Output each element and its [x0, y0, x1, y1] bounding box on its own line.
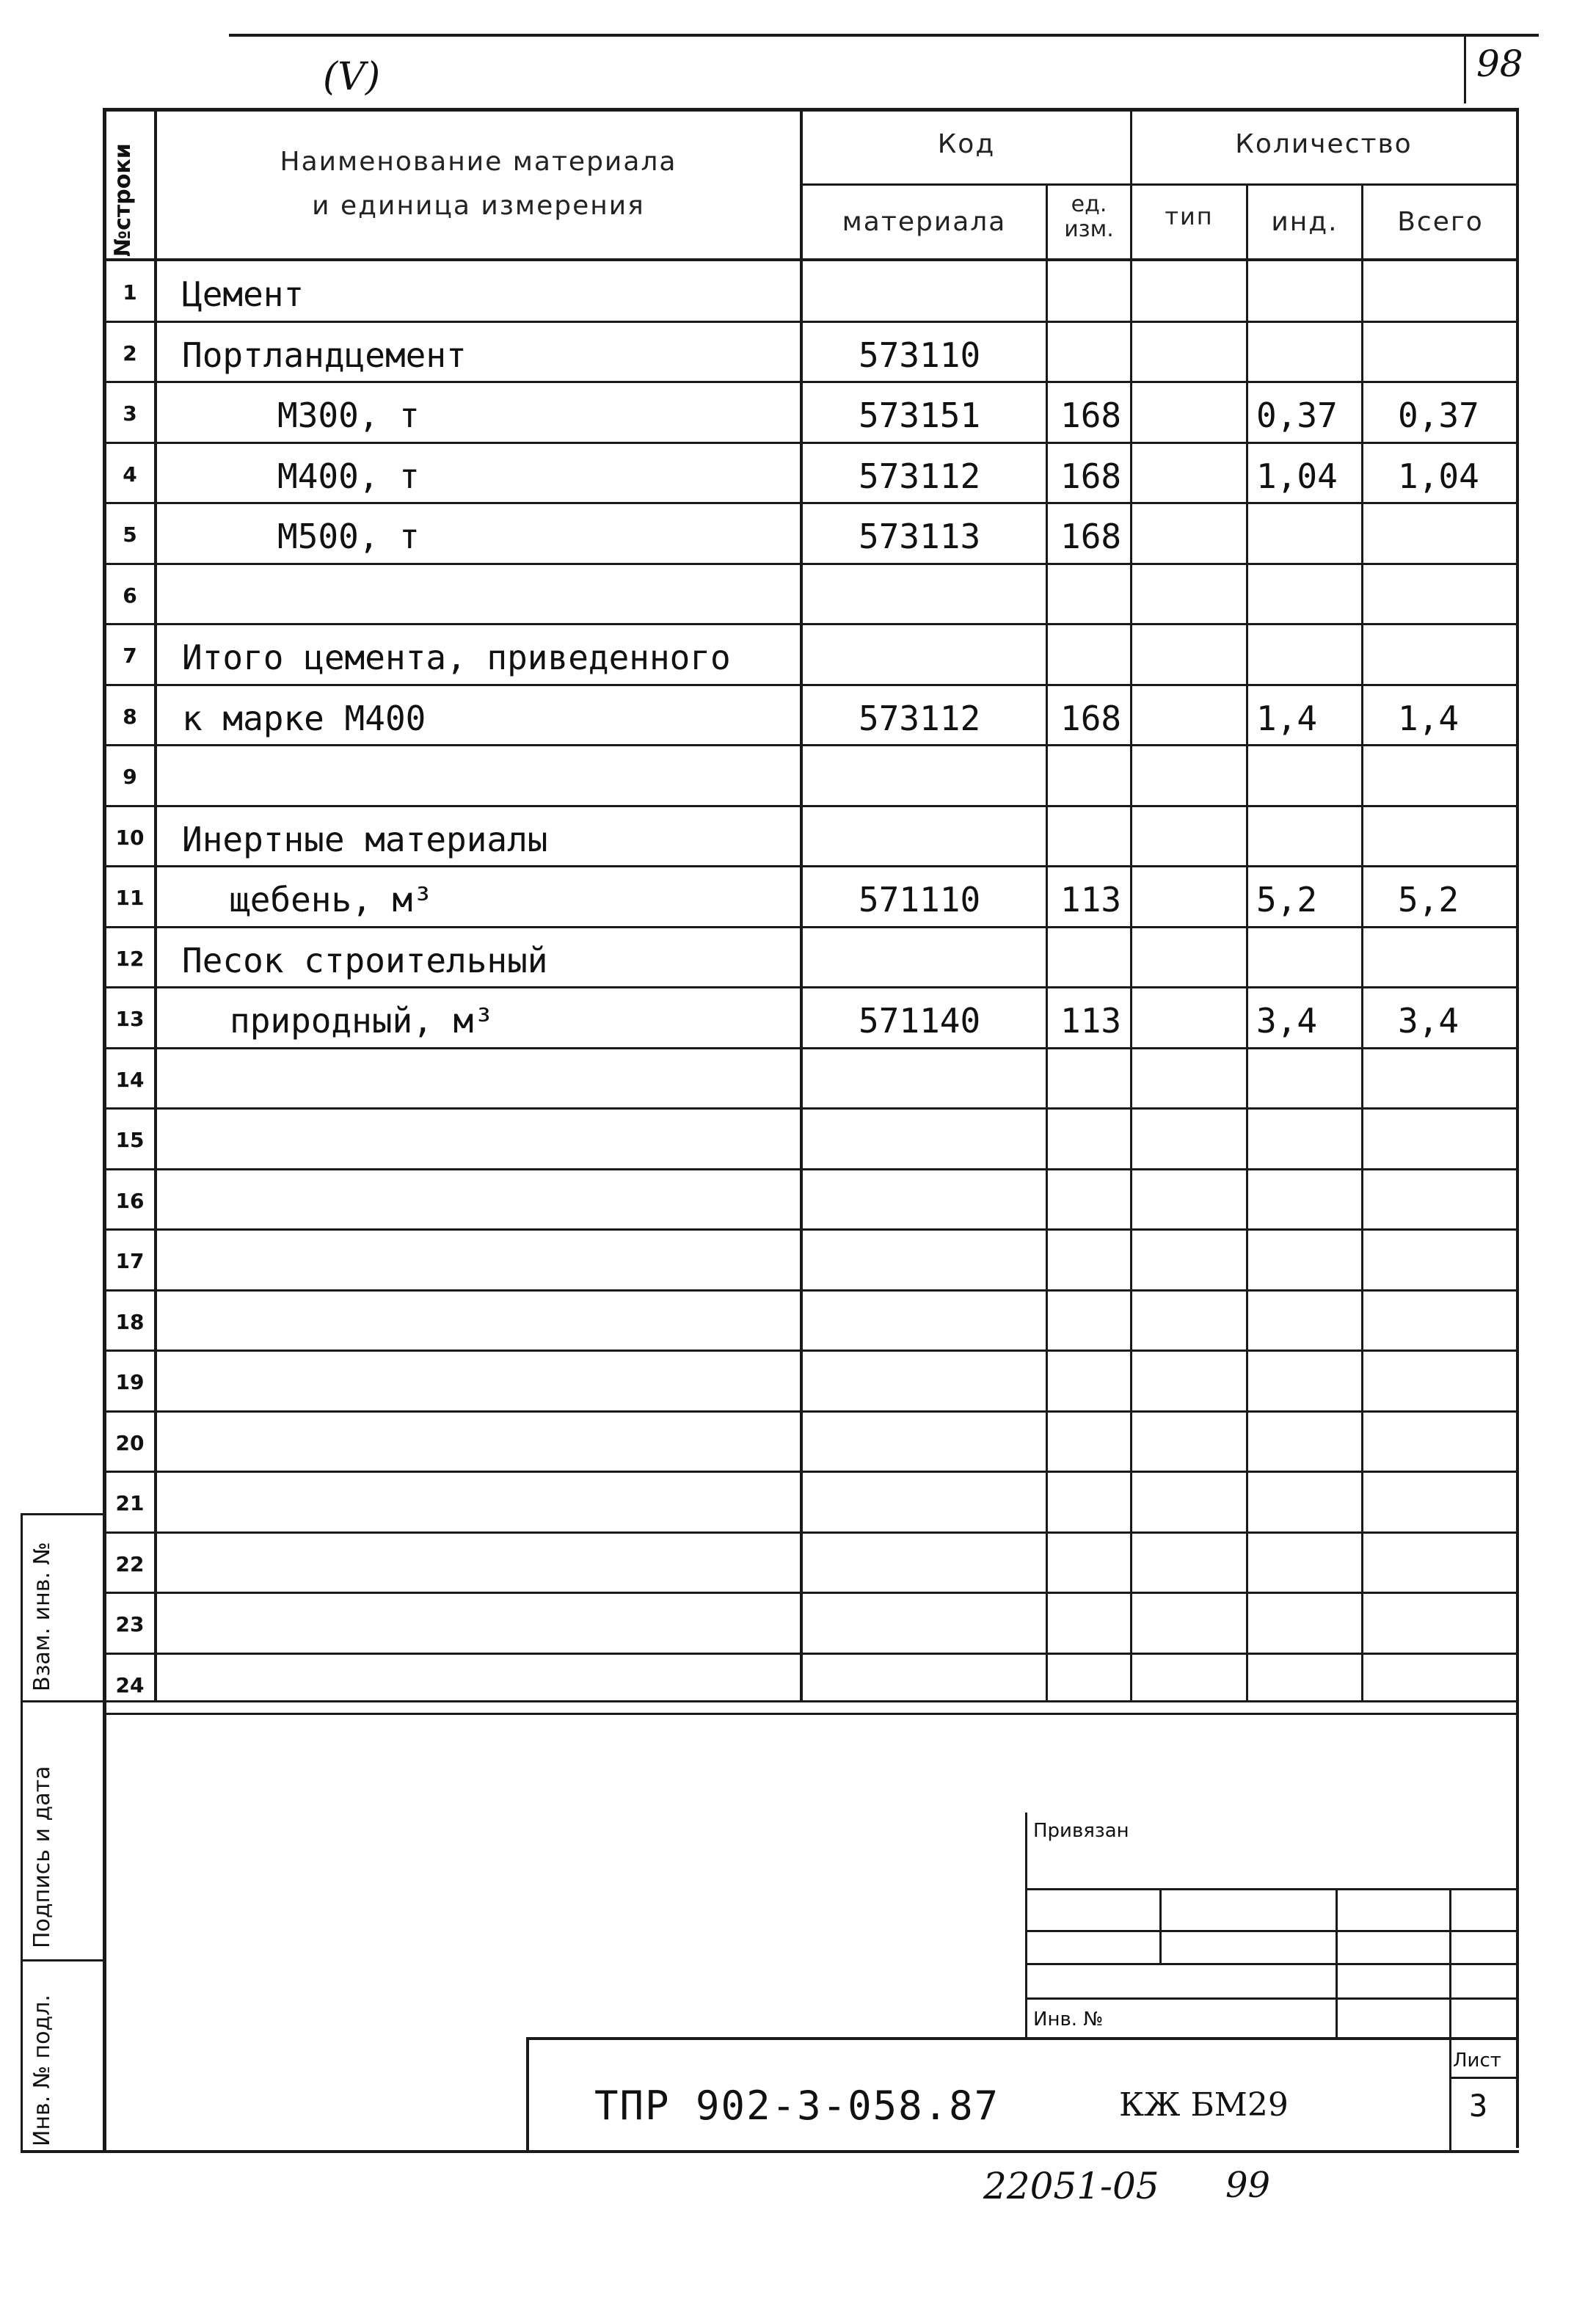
row-divider [106, 1531, 1517, 1534]
side-stamp-top [21, 1513, 106, 1515]
table-bottom-border [103, 2150, 1519, 2153]
page-number: 98 [1476, 43, 1523, 85]
code-material-header: материала [842, 207, 1007, 237]
row-divider [106, 1592, 1517, 1594]
row-ind: 3,4 [1256, 1001, 1318, 1041]
archive-page: 99 [1225, 2165, 1271, 2206]
row-name: М300, т [277, 396, 420, 435]
name-header-line2: и единица измерения [312, 191, 645, 221]
table-top-border [103, 108, 1517, 112]
row-divider [106, 865, 1517, 867]
col-line-code [800, 108, 803, 1700]
row-number: 8 [123, 704, 137, 729]
row-divider [106, 926, 1517, 928]
row-code: 573113 [859, 517, 981, 556]
row-code: 573112 [859, 698, 981, 738]
sheet-number: 3 [1469, 2088, 1488, 2124]
qty-total-header: Всего [1397, 207, 1484, 237]
row-divider [106, 1653, 1517, 1655]
archive-number: 22051-05 [983, 2165, 1159, 2207]
tb-col-1 [1159, 1888, 1162, 1963]
doc-code: ТПР 902-3-058.87 [594, 2083, 1000, 2129]
row-divider [106, 623, 1517, 625]
vzam-label: Взам. инв. № [29, 1542, 55, 1691]
row-divider [106, 1349, 1517, 1352]
top-rule [229, 34, 1539, 37]
inv-podl-label: Инв. № подл. [29, 1995, 55, 2146]
row-number: 22 [115, 1551, 145, 1576]
row-number: 10 [115, 825, 145, 850]
code-unit-header: ед. изм. [1064, 192, 1114, 242]
side-stamp-row-2 [21, 1959, 106, 1962]
row-ind: 1,04 [1256, 456, 1338, 496]
row-unit: 113 [1060, 1001, 1122, 1041]
row-number: 3 [123, 401, 137, 426]
row-number: 20 [115, 1430, 145, 1455]
row-divider [106, 1289, 1517, 1292]
code-header: Код [937, 129, 996, 159]
side-stamp-bottom [21, 2150, 106, 2153]
col-line-qty [1130, 108, 1132, 1700]
row-total: 5,2 [1398, 880, 1460, 919]
row-name: М400, т [277, 456, 420, 496]
row-number: 13 [115, 1007, 145, 1031]
name-header-line1: Наименование материала [280, 147, 677, 177]
row-code: 573151 [859, 396, 981, 435]
row-divider [106, 1047, 1517, 1049]
tb-row-4 [1025, 1997, 1517, 2000]
row-divider [106, 563, 1517, 565]
row-no-header: №строки [110, 143, 136, 257]
row-number: 14 [115, 1067, 145, 1092]
row-number: 24 [115, 1672, 145, 1697]
row-number: 1 [123, 280, 137, 305]
row-total: 0,37 [1398, 396, 1479, 435]
row-name: щебень, м³ [230, 880, 433, 919]
row-unit: 113 [1060, 880, 1122, 919]
row-divider [106, 502, 1517, 504]
doc-section: КЖ БМ29 [1119, 2086, 1289, 2124]
sheet-label-rule [1449, 2077, 1517, 2079]
row-code: 571140 [859, 1001, 981, 1041]
row-code: 573112 [859, 456, 981, 496]
row-number: 21 [115, 1491, 145, 1515]
row-number: 5 [123, 522, 137, 547]
row-number: 2 [123, 340, 137, 365]
row-number: 18 [115, 1309, 145, 1334]
header-bottom-rule [103, 258, 1517, 261]
row-divider [106, 1107, 1517, 1110]
row-divider [106, 986, 1517, 988]
row-name: Цемент [182, 274, 305, 314]
row-number: 11 [115, 886, 145, 910]
row-code: 573110 [859, 335, 981, 375]
row-number: 17 [115, 1249, 145, 1273]
tb-left-border [1025, 1813, 1027, 2040]
row-number: 15 [115, 1128, 145, 1152]
row-name: Инертные материалы [182, 819, 548, 859]
row-total: 1,4 [1398, 698, 1460, 738]
row-name: М500, т [277, 517, 420, 556]
row-number: 16 [115, 1188, 145, 1213]
row-number: 23 [115, 1612, 145, 1636]
row-number: 4 [123, 462, 137, 487]
row-divider [106, 442, 1517, 444]
row-code: 571110 [859, 880, 981, 919]
row-unit: 168 [1060, 517, 1122, 556]
row-divider [106, 1471, 1517, 1473]
row-unit: 168 [1060, 698, 1122, 738]
tb-row-2 [1025, 1930, 1517, 1932]
row-divider [106, 1410, 1517, 1413]
row-unit: 168 [1060, 396, 1122, 435]
side-stamp-left [21, 1513, 23, 2153]
tb-row-1 [1025, 1888, 1517, 1890]
stamp-left [526, 2037, 529, 2153]
row-name: природный, м³ [230, 1001, 495, 1041]
row-total: 1,04 [1398, 456, 1479, 496]
row-divider [106, 1713, 1517, 1715]
row-number: 6 [123, 583, 137, 608]
table-left-border [103, 108, 106, 2153]
row-name: Песок строительный [182, 940, 548, 980]
row-ind: 5,2 [1256, 880, 1318, 919]
qty-type-header: тип [1165, 203, 1214, 230]
sheet-label: Лист [1453, 2050, 1501, 2072]
row-number: 19 [115, 1370, 145, 1394]
row-divider [106, 1228, 1517, 1231]
row-ind: 1,4 [1256, 698, 1318, 738]
page-number-divider [1464, 34, 1466, 103]
tb-col-3 [1449, 1888, 1451, 2152]
header-mid-rule [800, 183, 1517, 186]
row-divider [106, 805, 1517, 807]
col-line-num [154, 108, 157, 1700]
row-divider [106, 744, 1517, 746]
row-number: 12 [115, 946, 145, 971]
tb-row-3 [1025, 1963, 1517, 1965]
row-name: Итого цемента, приведенного [182, 638, 731, 677]
tb-col-2 [1336, 1888, 1338, 2040]
row-number: 7 [123, 644, 137, 668]
row-divider [106, 684, 1517, 686]
row-divider [106, 321, 1517, 323]
podpis-label: Подпись и дата [29, 1766, 55, 1948]
inv-no-label: Инв. № [1033, 2008, 1104, 2030]
row-name: Портландцемент [182, 335, 467, 375]
row-ind: 0,37 [1256, 396, 1338, 435]
row-number: 9 [123, 765, 137, 789]
row-divider [106, 381, 1517, 383]
stamp-top [526, 2037, 1519, 2040]
qty-ind-header: инд. [1271, 207, 1338, 237]
quantity-header: Количество [1235, 129, 1413, 159]
table-right-border [1516, 108, 1519, 2148]
row-name: к марке М400 [182, 698, 426, 738]
side-stamp-row-1 [21, 1700, 1517, 1702]
revision-mark: (V) [323, 55, 381, 99]
row-total: 3,4 [1398, 1001, 1460, 1041]
row-divider [106, 1168, 1517, 1170]
privyazan-label: Привязан [1033, 1820, 1129, 1842]
row-unit: 168 [1060, 456, 1122, 496]
